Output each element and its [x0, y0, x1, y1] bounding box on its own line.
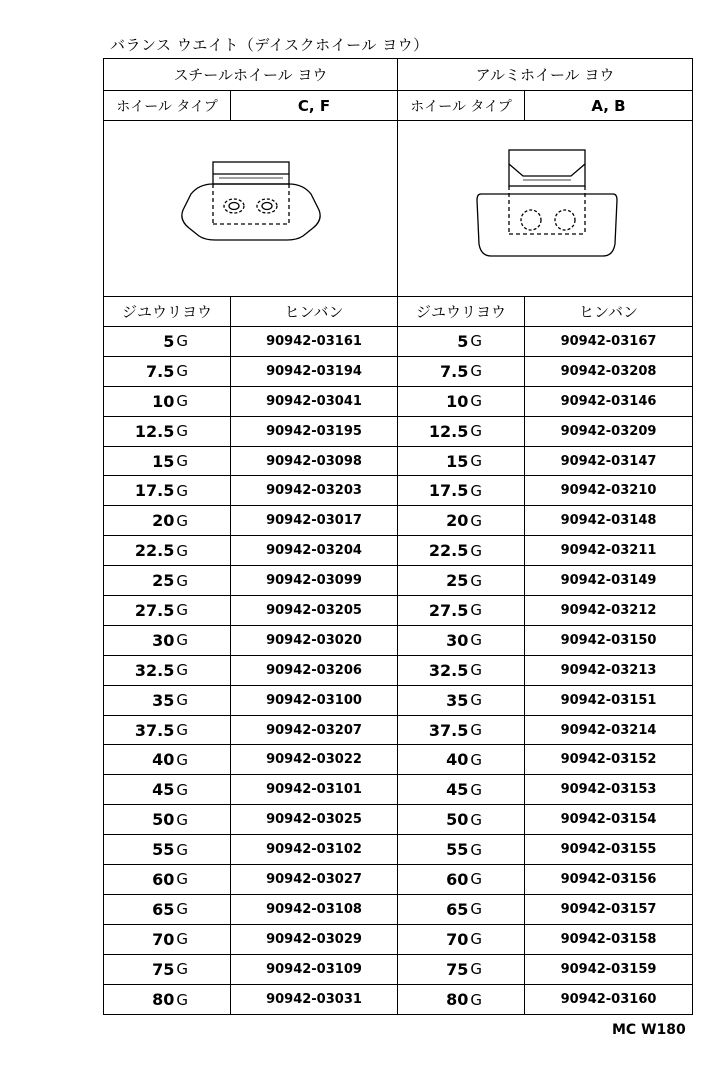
steel-row-half — [104, 925, 398, 954]
alum-row-half — [398, 895, 692, 924]
weight-unit: G — [176, 571, 188, 590]
steel-part-number: 90942-03204 — [266, 543, 362, 559]
weight-unit: G — [470, 541, 482, 560]
steel-part-number: 90942-03031 — [266, 992, 362, 1008]
wheel-type-row — [104, 91, 692, 121]
table-row — [104, 745, 692, 775]
steel-weight-illustration — [171, 154, 331, 264]
table-row — [104, 775, 692, 805]
weight-unit: G — [176, 780, 188, 799]
alum-part-number: 90942-03157 — [560, 901, 657, 917]
steel-part-number: 90942-03041 — [266, 393, 362, 409]
weight-unit: G — [176, 422, 188, 441]
table-row — [104, 566, 692, 596]
weight-unit: G — [470, 990, 482, 1009]
weight-value: 17.5 — [134, 481, 175, 501]
steel-weight-cell — [104, 476, 231, 505]
weight-unit: G — [470, 392, 482, 411]
alum-row-half — [398, 476, 692, 505]
steel-weight-cell — [104, 387, 231, 416]
table-row — [104, 357, 692, 387]
steel-weight-cell — [104, 745, 231, 774]
steel-weight-cell — [104, 895, 231, 924]
steel-row-half — [104, 686, 398, 715]
steel-part-number: 90942-03108 — [266, 901, 362, 917]
alum-row-half — [398, 626, 692, 655]
weight-unit: G — [470, 422, 482, 441]
weight-value: 10 — [152, 391, 175, 411]
table-row — [104, 387, 692, 417]
alum-weight-cell — [398, 536, 525, 565]
steel-row-half — [104, 656, 398, 685]
weight-value: 70 — [446, 929, 469, 949]
weight-value: 25 — [446, 571, 469, 591]
alum-part-number: 90942-03211 — [560, 543, 657, 559]
steel-part-number: 90942-03194 — [266, 363, 362, 379]
weight-unit: G — [470, 900, 482, 919]
table-row — [104, 686, 692, 716]
alum-part-number: 90942-03146 — [560, 393, 657, 409]
weight-value: 45 — [446, 780, 469, 800]
steel-row-half — [104, 775, 398, 804]
weight-value: 32.5 — [428, 660, 469, 680]
alum-part-number: 90942-03149 — [560, 573, 657, 589]
alum-part-number: 90942-03210 — [560, 483, 657, 499]
alum-part-number: 90942-03147 — [560, 453, 657, 469]
weight-value: 27.5 — [134, 600, 175, 620]
steel-row-half — [104, 805, 398, 834]
steel-part-number: 90942-03020 — [266, 632, 362, 648]
steel-weight-cell — [104, 955, 231, 984]
steel-row-half — [104, 357, 398, 386]
weight-unit: G — [470, 332, 482, 351]
alum-part-number: 90942-03153 — [560, 782, 657, 798]
weight-unit: G — [470, 810, 482, 829]
weight-unit: G — [470, 780, 482, 799]
weight-value: 60 — [446, 869, 469, 889]
steel-part-number: 90942-03102 — [266, 842, 362, 858]
alum-row-half — [398, 835, 692, 864]
steel-part-number: 90942-03098 — [266, 453, 362, 469]
steel-row-half — [104, 387, 398, 416]
alum-row-half — [398, 596, 692, 625]
alum-weight-cell — [398, 775, 525, 804]
alum-weight-cell — [398, 327, 525, 356]
steel-row-half — [104, 955, 398, 984]
weight-unit: G — [470, 691, 482, 710]
weight-unit: G — [176, 631, 188, 650]
alum-weight-cell — [398, 626, 525, 655]
weight-value: 35 — [152, 690, 175, 710]
steel-part-number: 90942-03099 — [266, 573, 362, 589]
document-title: バランス ウエイト（デイスクホイール ヨウ） — [110, 36, 429, 54]
weight-value: 55 — [446, 840, 469, 860]
steel-part-number: 90942-03017 — [266, 513, 362, 529]
alum-row-half — [398, 417, 692, 446]
steel-weight-cell — [104, 536, 231, 565]
alum-part-colhead: ヒンバン — [579, 303, 638, 321]
weight-value: 80 — [152, 990, 175, 1010]
steel-row-half — [104, 865, 398, 894]
steel-row-half — [104, 417, 398, 446]
steel-part-number: 90942-03100 — [266, 692, 362, 708]
steel-part-number: 90942-03109 — [266, 961, 362, 977]
steel-part-number: 90942-03207 — [266, 722, 362, 738]
steel-illustration-cell — [104, 121, 398, 296]
alum-part-number: 90942-03212 — [560, 602, 657, 618]
alum-weight-cell — [398, 506, 525, 535]
steel-row-half — [104, 985, 398, 1015]
table-row — [104, 656, 692, 686]
alum-weight-cell — [398, 895, 525, 924]
steel-weight-cell — [104, 327, 231, 356]
steel-weight-cell — [104, 417, 231, 446]
steel-weight-cell — [104, 835, 231, 864]
weight-value: 65 — [446, 899, 469, 919]
weight-value: 75 — [152, 959, 175, 979]
weight-unit: G — [176, 541, 188, 560]
weight-value: 17.5 — [428, 481, 469, 501]
alum-row-half — [398, 805, 692, 834]
alum-weight-cell — [398, 985, 525, 1015]
document-code: MC W180 — [612, 1022, 686, 1038]
weight-unit: G — [470, 452, 482, 470]
weight-value: 37.5 — [134, 720, 175, 740]
alum-weight-cell — [398, 417, 525, 446]
weight-value: 40 — [446, 750, 469, 770]
steel-row-half — [104, 835, 398, 864]
table-row — [104, 925, 692, 955]
steel-weight-cell — [104, 596, 231, 625]
column-header-row — [104, 297, 692, 327]
alum-part-number: 90942-03213 — [560, 662, 657, 678]
alum-header — [398, 59, 692, 90]
alum-weight-cell — [398, 387, 525, 416]
weight-value: 65 — [152, 899, 175, 919]
alum-header-label: アルミホイール ヨウ — [475, 66, 615, 84]
weight-unit: G — [176, 721, 188, 740]
steel-weight-cell — [104, 775, 231, 804]
steel-weight-cell — [104, 686, 231, 715]
alum-weight-illustration — [465, 144, 625, 274]
alum-weight-cell — [398, 357, 525, 386]
table-row — [104, 895, 692, 925]
steel-part-number: 90942-03027 — [266, 871, 362, 887]
weight-unit: G — [470, 571, 482, 590]
alum-weight-cell — [398, 955, 525, 984]
steel-illustration-wrap — [104, 121, 397, 296]
alum-weight-cell — [398, 805, 525, 834]
steel-weight-cell — [104, 447, 231, 476]
weight-unit: G — [176, 691, 188, 710]
alum-weight-cell — [398, 716, 525, 745]
weight-unit: G — [470, 362, 482, 381]
weight-value: 50 — [446, 810, 469, 830]
weight-unit: G — [176, 930, 188, 949]
weight-value: 80 — [446, 990, 469, 1010]
weight-unit: G — [470, 750, 482, 769]
alum-row-half — [398, 925, 692, 954]
steel-row-half — [104, 895, 398, 924]
steel-type-label: ホイール タイプ — [104, 91, 231, 120]
table-row — [104, 476, 692, 506]
alum-weight-cell — [398, 835, 525, 864]
steel-row-half — [104, 566, 398, 595]
alum-type-label: ホイール タイプ — [398, 91, 525, 120]
alum-row-half — [398, 357, 692, 386]
alum-part-number: 90942-03158 — [560, 931, 657, 947]
alum-part-number: 90942-03160 — [560, 992, 657, 1008]
weight-unit: G — [176, 870, 188, 889]
data-rows — [104, 327, 692, 1014]
steel-weight-cell — [104, 506, 231, 535]
alum-weight-cell — [398, 745, 525, 774]
steel-row-half — [104, 536, 398, 565]
weight-unit: G — [176, 392, 188, 411]
alum-part-number: 90942-03214 — [560, 722, 657, 738]
alum-weight-cell — [398, 447, 525, 476]
alum-weight-cell — [398, 566, 525, 595]
weight-unit: G — [470, 721, 482, 740]
alum-weight-cell — [398, 686, 525, 715]
steel-part-number: 90942-03203 — [266, 483, 362, 499]
steel-weight-cell — [104, 716, 231, 745]
weight-unit: G — [470, 631, 482, 650]
alum-part-number: 90942-03209 — [560, 423, 657, 439]
table-row — [104, 865, 692, 895]
steel-part-number: 90942-03195 — [266, 423, 362, 439]
weight-value: 10 — [446, 391, 469, 411]
alum-part-number: 90942-03152 — [560, 752, 657, 768]
weight-unit: G — [470, 870, 482, 889]
alum-row-half — [398, 865, 692, 894]
weight-value: 25 — [152, 571, 175, 591]
table-row — [104, 447, 692, 477]
weight-value: 5 — [457, 331, 469, 351]
weight-unit: G — [176, 452, 188, 470]
table-row — [104, 536, 692, 566]
weight-unit: G — [176, 810, 188, 829]
table-row — [104, 955, 692, 985]
weight-unit: G — [176, 362, 188, 381]
alum-part-number: 90942-03154 — [560, 812, 657, 828]
steel-row-half — [104, 506, 398, 535]
steel-row-half — [104, 447, 398, 476]
steel-weight-cell — [104, 566, 231, 595]
steel-row-half — [104, 716, 398, 745]
weight-value: 22.5 — [134, 541, 175, 561]
weight-value: 37.5 — [428, 720, 469, 740]
alum-weight-cell — [398, 925, 525, 954]
steel-part-number: 90942-03101 — [266, 782, 362, 798]
weight-unit: G — [470, 840, 482, 859]
alum-row-half — [398, 566, 692, 595]
wheel-header-row — [104, 59, 692, 91]
weight-value: 15 — [446, 451, 469, 471]
steel-weight-cell — [104, 865, 231, 894]
illustration-row — [104, 121, 692, 297]
alum-row-half — [398, 745, 692, 774]
steel-type — [104, 91, 398, 120]
steel-row-half — [104, 626, 398, 655]
alum-row-half — [398, 985, 692, 1015]
steel-weight-cell — [104, 357, 231, 386]
steel-header — [104, 59, 398, 90]
alum-illustration-wrap — [398, 121, 692, 296]
weight-value: 7.5 — [440, 361, 469, 381]
steel-part-colhead: ヒンバン — [284, 303, 344, 321]
weight-value: 45 — [152, 780, 175, 800]
steel-weight-cell — [104, 925, 231, 954]
table-row — [104, 835, 692, 865]
alum-type — [398, 91, 692, 120]
table-row — [104, 626, 692, 656]
alum-row-half — [398, 387, 692, 416]
alum-part-number: 90942-03151 — [560, 692, 657, 708]
weight-value: 7.5 — [146, 361, 175, 381]
steel-weight-cell — [104, 626, 231, 655]
steel-row-half — [104, 745, 398, 774]
weight-unit: G — [176, 960, 188, 979]
steel-colheads — [104, 297, 398, 326]
alum-part-number: 90942-03208 — [560, 363, 657, 379]
weight-unit: G — [176, 332, 188, 351]
weight-unit: G — [470, 481, 482, 500]
alum-type-value: A, B — [591, 96, 626, 115]
steel-part-number: 90942-03161 — [266, 333, 362, 349]
weight-unit: G — [176, 511, 188, 530]
weight-value: 5 — [163, 331, 175, 351]
weight-unit: G — [470, 661, 482, 680]
table-row — [104, 417, 692, 447]
weight-unit: G — [176, 900, 188, 919]
weight-unit: G — [176, 661, 188, 680]
alum-row-half — [398, 775, 692, 804]
steel-part-number: 90942-03022 — [266, 752, 362, 768]
table-row — [104, 805, 692, 835]
weight-value: 27.5 — [428, 600, 469, 620]
alum-part-number: 90942-03167 — [560, 333, 657, 349]
weight-value: 70 — [152, 929, 175, 949]
steel-part-number: 90942-03025 — [266, 812, 362, 828]
weight-unit: G — [176, 840, 188, 859]
weight-value: 60 — [152, 869, 175, 889]
weight-unit: G — [470, 601, 482, 620]
steel-weight-colhead: ジユウリヨウ — [104, 297, 231, 326]
weight-value: 12.5 — [134, 421, 175, 441]
weight-unit: G — [176, 481, 188, 500]
table-row — [104, 506, 692, 536]
alum-weight-cell — [398, 865, 525, 894]
alum-row-half — [398, 506, 692, 535]
weight-value: 75 — [446, 959, 469, 979]
steel-weight-cell — [104, 656, 231, 685]
alum-part-number: 90942-03150 — [560, 632, 657, 648]
alum-row-half — [398, 536, 692, 565]
steel-row-half — [104, 327, 398, 356]
balance-weight-table — [103, 58, 693, 1015]
steel-weight-cell — [104, 805, 231, 834]
steel-part-number: 90942-03029 — [266, 931, 362, 947]
weight-value: 40 — [152, 750, 175, 770]
weight-value: 32.5 — [134, 660, 175, 680]
weight-value: 20 — [446, 511, 469, 531]
weight-value: 22.5 — [428, 541, 469, 561]
weight-unit: G — [176, 750, 188, 769]
alum-row-half — [398, 447, 692, 476]
alum-part-number: 90942-03148 — [560, 513, 657, 529]
alum-row-half — [398, 656, 692, 685]
alum-weight-cell — [398, 596, 525, 625]
weight-value: 35 — [446, 690, 469, 710]
table-row — [104, 716, 692, 746]
alum-weight-cell — [398, 656, 525, 685]
weight-value: 12.5 — [428, 421, 469, 441]
alum-weight-cell — [398, 476, 525, 505]
weight-value: 20 — [152, 511, 175, 531]
alum-row-half — [398, 955, 692, 984]
steel-row-half — [104, 476, 398, 505]
alum-colheads — [398, 297, 692, 326]
weight-unit: G — [176, 601, 188, 620]
weight-unit: G — [470, 511, 482, 530]
alum-row-half — [398, 327, 692, 356]
steel-type-value: C, F — [297, 96, 331, 115]
alum-weight-colhead: ジユウリヨウ — [398, 297, 525, 326]
alum-illustration-cell — [398, 121, 692, 296]
alum-part-number: 90942-03155 — [560, 842, 657, 858]
alum-part-number: 90942-03159 — [560, 961, 657, 977]
table-row — [104, 596, 692, 626]
weight-value: 55 — [152, 840, 175, 860]
steel-header-label: スチールホイール ヨウ — [173, 66, 328, 84]
weight-unit: G — [176, 990, 188, 1009]
steel-row-half — [104, 596, 398, 625]
alum-part-number: 90942-03156 — [560, 871, 657, 887]
weight-value: 30 — [152, 630, 175, 650]
steel-part-number: 90942-03206 — [266, 662, 362, 678]
alum-row-half — [398, 686, 692, 715]
steel-weight-cell — [104, 985, 231, 1015]
weight-value: 50 — [152, 810, 175, 830]
table-row — [104, 985, 692, 1015]
steel-part-number: 90942-03205 — [266, 602, 362, 618]
weight-unit: G — [470, 930, 482, 949]
table-row — [104, 327, 692, 357]
weight-value: 15 — [152, 451, 175, 471]
weight-value: 30 — [446, 630, 469, 650]
alum-row-half — [398, 716, 692, 745]
weight-unit: G — [470, 960, 482, 979]
